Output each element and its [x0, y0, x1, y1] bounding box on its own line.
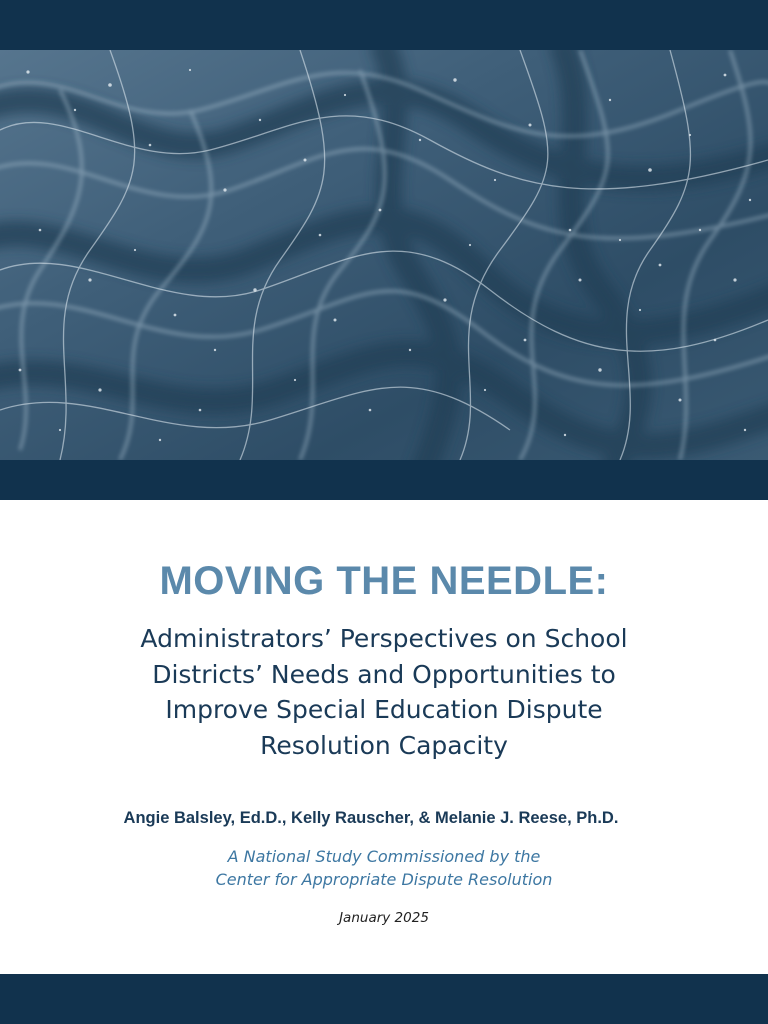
commission-line: A National Study Commissioned by the — [227, 847, 541, 866]
subtitle-line: Improve Special Education Dispute — [165, 695, 603, 724]
commission-note — [0, 845, 768, 891]
top-color-band — [0, 0, 768, 50]
hero-marbled-image — [0, 50, 768, 460]
commission-line: Center for Appropriate Dispute Resolution — [215, 870, 553, 889]
marbled-water-image — [0, 50, 768, 460]
report-subtitle — [84, 621, 684, 763]
subtitle-line: Districts’ Needs and Opportunities to — [152, 659, 616, 689]
author-list: Angie Balsley, Ed.D., Kelly Rauscher, & Melanie J. Reese, Ph.D. — [123, 809, 619, 827]
publication-date: January 2025 — [339, 910, 429, 926]
middle-color-band — [0, 460, 768, 500]
subtitle-line: Resolution Capacity — [260, 730, 508, 760]
bottom-color-band — [0, 974, 768, 1024]
subtitle-line: Administrators’ Perspectives on School — [140, 624, 628, 653]
report-title: MOVING THE NEEDLE: — [159, 559, 609, 603]
